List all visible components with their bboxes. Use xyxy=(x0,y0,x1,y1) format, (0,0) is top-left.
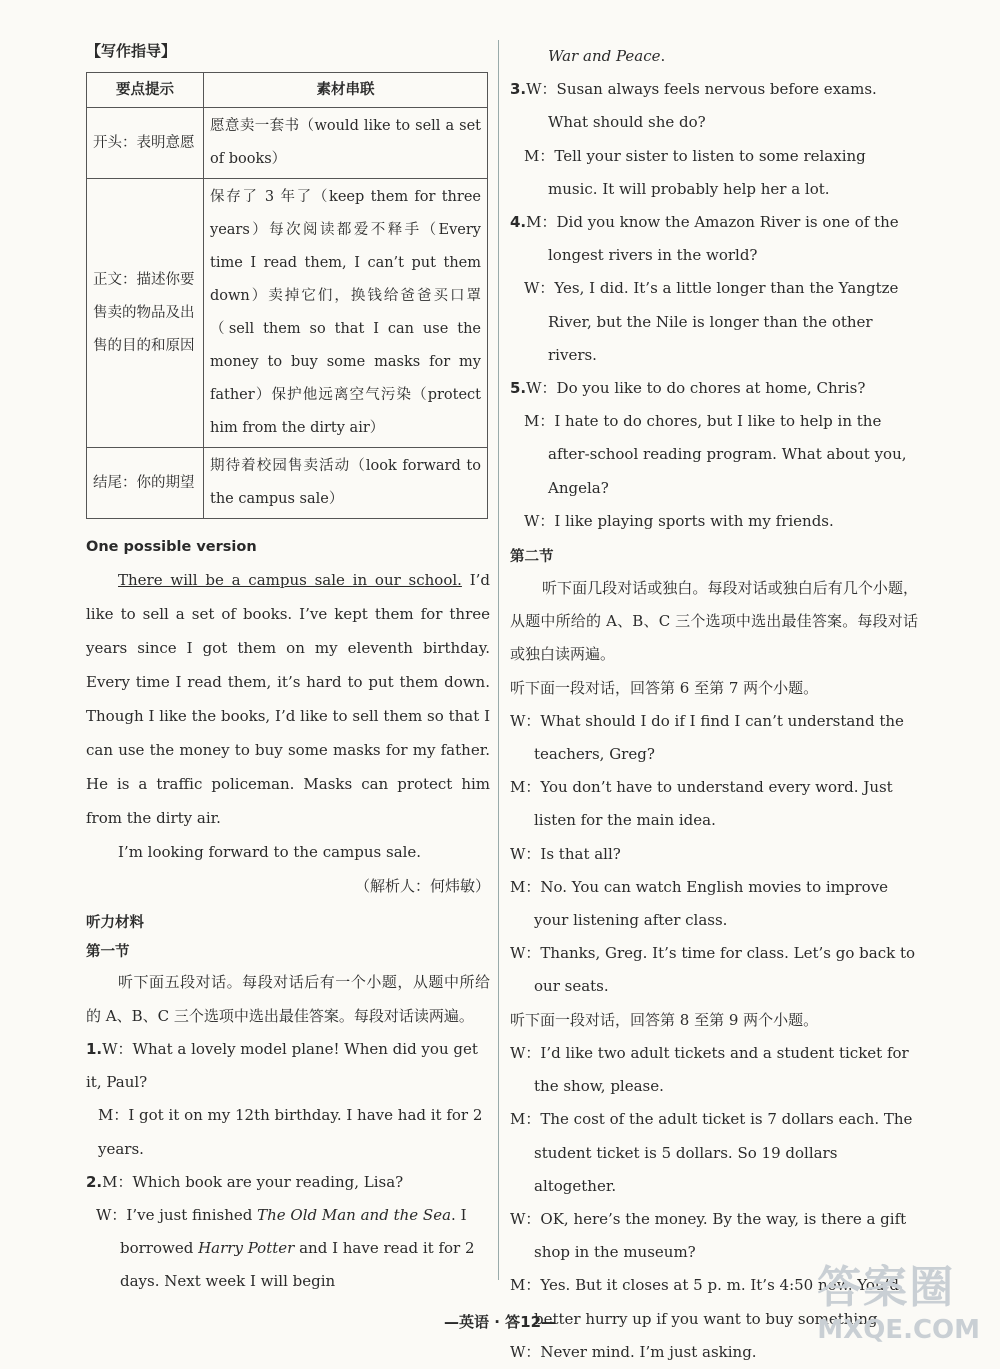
dialogue-1-m: M：I got it on my 12th birthday. I have had it for 2 years. xyxy=(98,1106,483,1158)
analyst-credit: （解析人：何炜敏） xyxy=(354,877,490,895)
section-2-heading: 第二节 xyxy=(510,549,554,566)
watermark-logo-text: 答案圈 xyxy=(817,1262,956,1313)
conversation-2-line: W：I’d like two adult tickets and a student ticket for the show, please. xyxy=(510,1043,909,1096)
conversation-2-line: W：OK, here’s the money. By the way, is there a gift shop in the museum? xyxy=(510,1209,907,1262)
section-1-intro: 听下面五段对话。每段对话后有一个小题，从题中所给的 A、B、C 三个选项中选出最佳答案。每段对话读两遍。 xyxy=(86,973,490,1025)
row-key: 正文：描述你要售卖的物品及出售的目的和原因 xyxy=(87,179,204,448)
conversation-1-line: W：What should I do if I find I can’t understand the teachers, Greg? xyxy=(510,711,904,764)
dialogue-4-m: 4.M：Did you know the Amazon River is one of the longest rivers in the world? xyxy=(510,213,899,265)
listening-heading: 听力材料 xyxy=(86,915,144,931)
dialogue-1-w: 1.W：What a lovely model plane! When did you get it, Paul? xyxy=(86,1040,478,1092)
underlined-topic-sentence: There will be a campus sale in our school. xyxy=(118,571,462,589)
dialogue-5-m: M：I hate to do chores, but I like to help in the after-school reading program. What about you, Angela? xyxy=(524,412,907,497)
row-key: 结尾：你的期望 xyxy=(87,448,204,519)
dialogue-number: 3. xyxy=(510,80,527,99)
dialogue-4-w: W：Yes, I did. It’s a little longer than the Yangtze River, but the Nile is longer than the other rivers. xyxy=(524,279,899,364)
row-value: 期待着校园售卖活动（look forward to the campus sale） xyxy=(204,448,488,519)
version-paragraph-1 xyxy=(86,563,490,835)
question-6-7-intro: 听下面一段对话，回答第 6 至第 7 两个小题。 xyxy=(510,678,819,697)
left-column xyxy=(86,40,490,1299)
conversation-1-line: M：No. You can watch English movies to improve your listening after class. xyxy=(510,877,889,930)
page-footer: —英语 · 答12— xyxy=(443,1313,557,1331)
book-title: The Old Man and the Sea xyxy=(257,1206,452,1225)
dialogue-2-w: W：I’ve just finished The Old Man and the Sea. I borrowed Harry Potter and I have read it for 2 days. Next week I will begin xyxy=(96,1206,475,1291)
conversation-1-line: W：Thanks, Greg. It’s time for class. Let’s go back to our seats. xyxy=(510,944,916,996)
watermark-url: MXQE.COM xyxy=(817,1315,980,1345)
table-header-row xyxy=(87,73,488,108)
dialogue-number: 1. xyxy=(86,1040,103,1058)
watermark-logo xyxy=(817,1251,980,1345)
header-key-points: 要点提示 xyxy=(87,73,204,108)
book-title: War and Peace xyxy=(548,47,661,65)
version-paragraph-1-rest: I’d like to sell a set of books. I’ve kept them for three years since I got them on my eleventh birthday. Every time I read them, it’s hard to put them down. Though I like the books, I’d like to sell them so that I can use the money to buy some masks for my father. He is a traffic policeman. Masks can protect him from the dirty air. xyxy=(86,571,490,827)
version-heading: One possible version xyxy=(86,539,257,555)
writing-guide-title: 【写作指导】 xyxy=(86,42,177,60)
table-row xyxy=(87,448,488,519)
section-1-heading: 第一节 xyxy=(86,944,130,960)
column-divider xyxy=(498,40,499,1280)
conversation-2-line: M：The cost of the adult ticket is 7 dollars each. The student ticket is 5 dollars. So 19 dollars altogether. xyxy=(510,1110,913,1195)
table-row xyxy=(87,108,488,179)
row-value: 愿意卖一套书（would like to sell a set of books） xyxy=(204,108,488,179)
section-2-intro: 听下面几段对话或独白。每段对话或独白后有几个小题，从题中所给的 A、B、C 三个选项中选出最佳答案。每段对话或独白读两遍。 xyxy=(510,579,918,664)
row-key: 开头：表明意愿 xyxy=(87,108,204,179)
dialogue-number: 4. xyxy=(510,213,527,232)
row-value: 保存了 3 年了（keep them for three years）每次阅读都爱不释手（Every time I read them, I can’t put them down）卖掉它们，换钱给爸爸买口罩（sell them so that I can use the money to buy some masks for my father）保护他远离空气污染（protect him from the dirty air） xyxy=(204,179,488,448)
conversation-2-line: M：Yes. But it closes at 5 p. m. It’s 4:50 now. You’d better hurry up if you want to buy something. xyxy=(510,1276,899,1328)
right-column xyxy=(510,40,918,1369)
dialogue-number: 2. xyxy=(86,1172,103,1191)
book-title: Harry Potter xyxy=(198,1239,295,1258)
dialogue-2-continued: War and Peace. xyxy=(548,47,666,65)
dialogue-number: 5. xyxy=(510,379,527,398)
conversation-1-line: M：You don’t have to understand every word. Just listen for the main idea. xyxy=(510,778,893,830)
version-paragraph-2: I’m looking forward to the campus sale. xyxy=(118,843,422,861)
dialogue-5-w2: W：I like playing sports with my friends. xyxy=(524,511,834,530)
table-row xyxy=(87,179,488,448)
dialogue-2-m: 2.M：Which book are your reading, Lisa? xyxy=(86,1172,404,1191)
question-8-9-intro: 听下面一段对话，回答第 8 至第 9 两个小题。 xyxy=(510,1010,819,1029)
writing-guide-table xyxy=(86,72,488,519)
conversation-1-line: W：Is that all? xyxy=(510,844,621,863)
dialogue-3-m: M：Tell your sister to listen to some relaxing music. It will probably help her a lot. xyxy=(524,146,866,198)
header-materials: 素材串联 xyxy=(204,73,488,108)
conversation-2-line: W：Never mind. I’m just asking. xyxy=(510,1342,757,1361)
dialogue-3-w: 3.W：Susan always feels nervous before exams. What should she do? xyxy=(510,80,877,132)
dialogue-5-w: 5.W：Do you like to do chores at home, Chris? xyxy=(510,379,866,398)
